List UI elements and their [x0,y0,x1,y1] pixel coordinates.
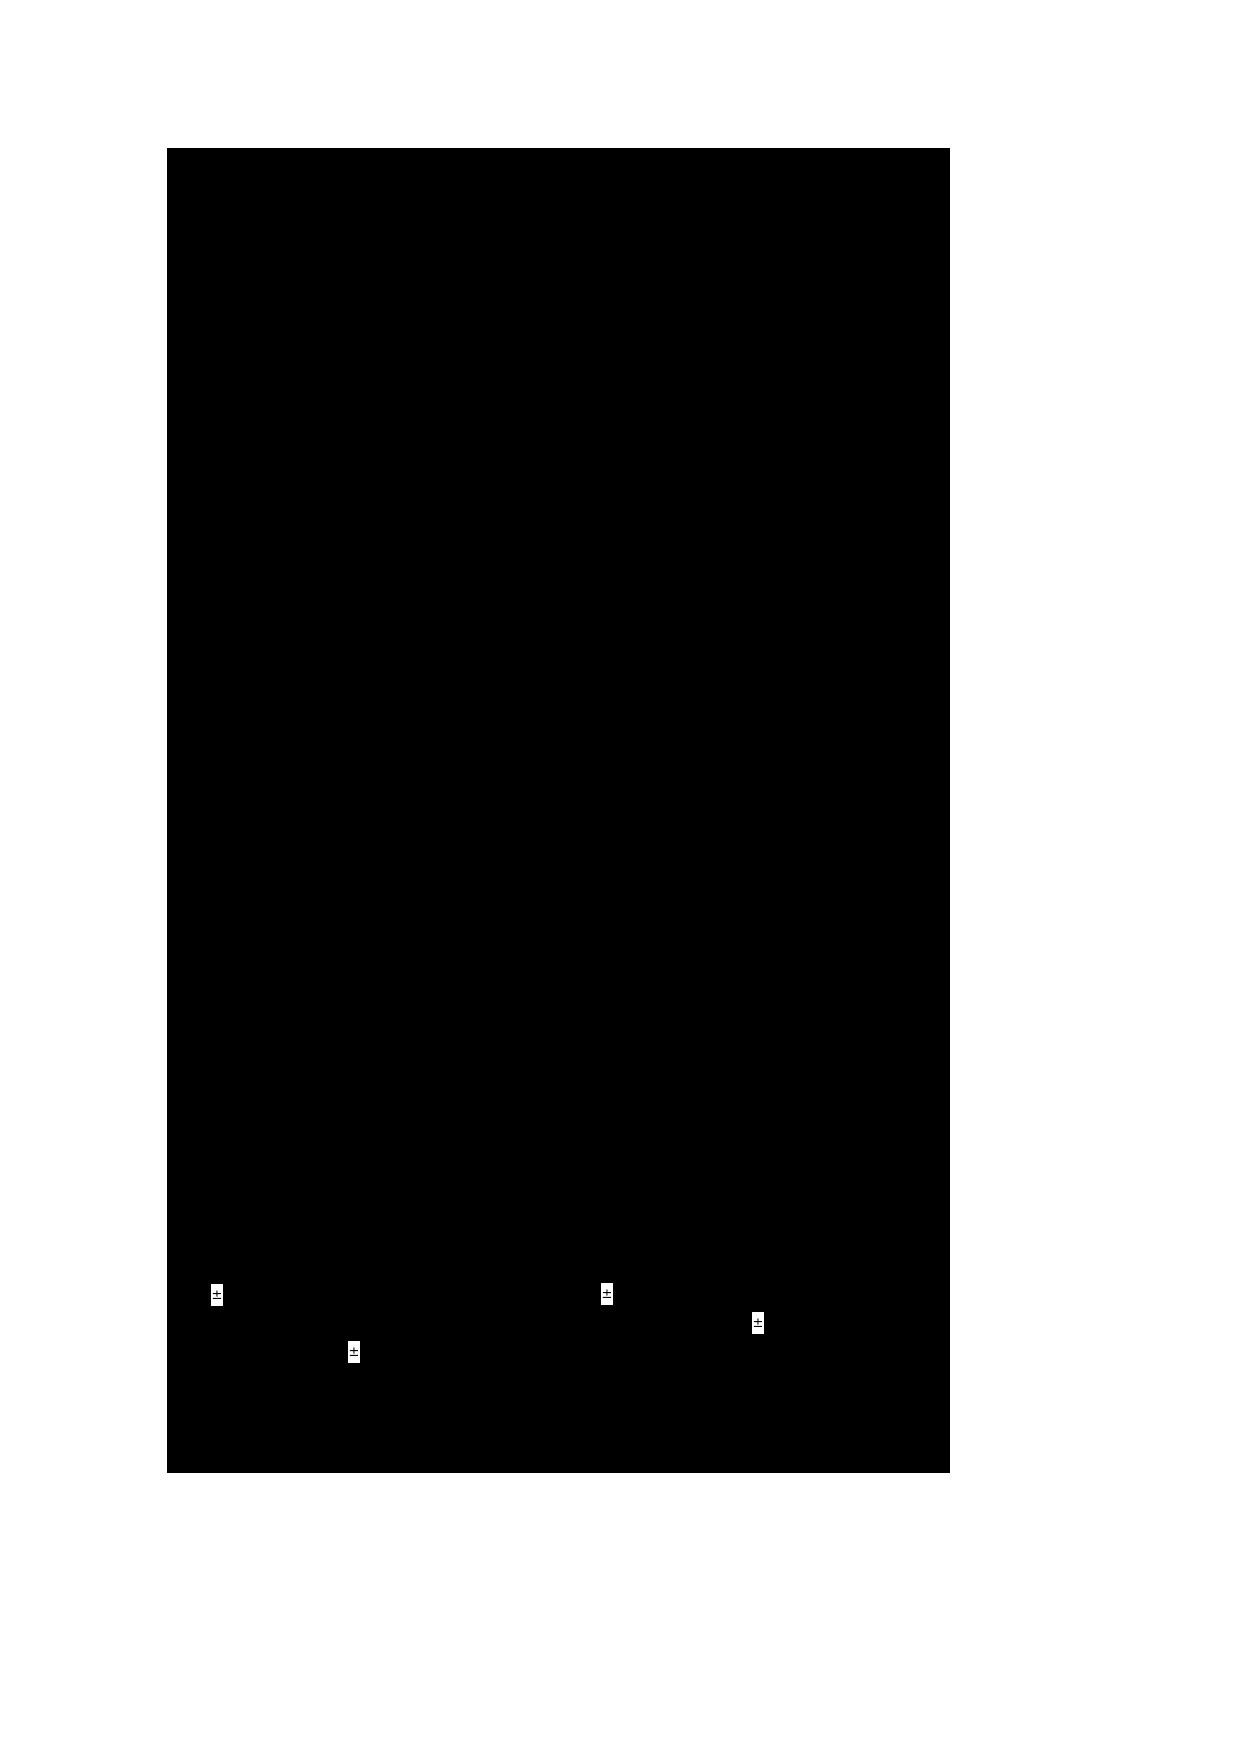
plus-minus-mark [348,1341,360,1363]
plus-minus-glyph: ± [211,1287,223,1303]
redacted-content-block [167,148,950,1473]
plus-minus-glyph: ± [752,1315,764,1331]
plus-minus-glyph: ± [601,1286,613,1302]
plus-minus-mark [752,1312,764,1334]
plus-minus-mark [211,1284,223,1306]
plus-minus-glyph: ± [348,1344,360,1360]
plus-minus-mark [601,1283,613,1305]
